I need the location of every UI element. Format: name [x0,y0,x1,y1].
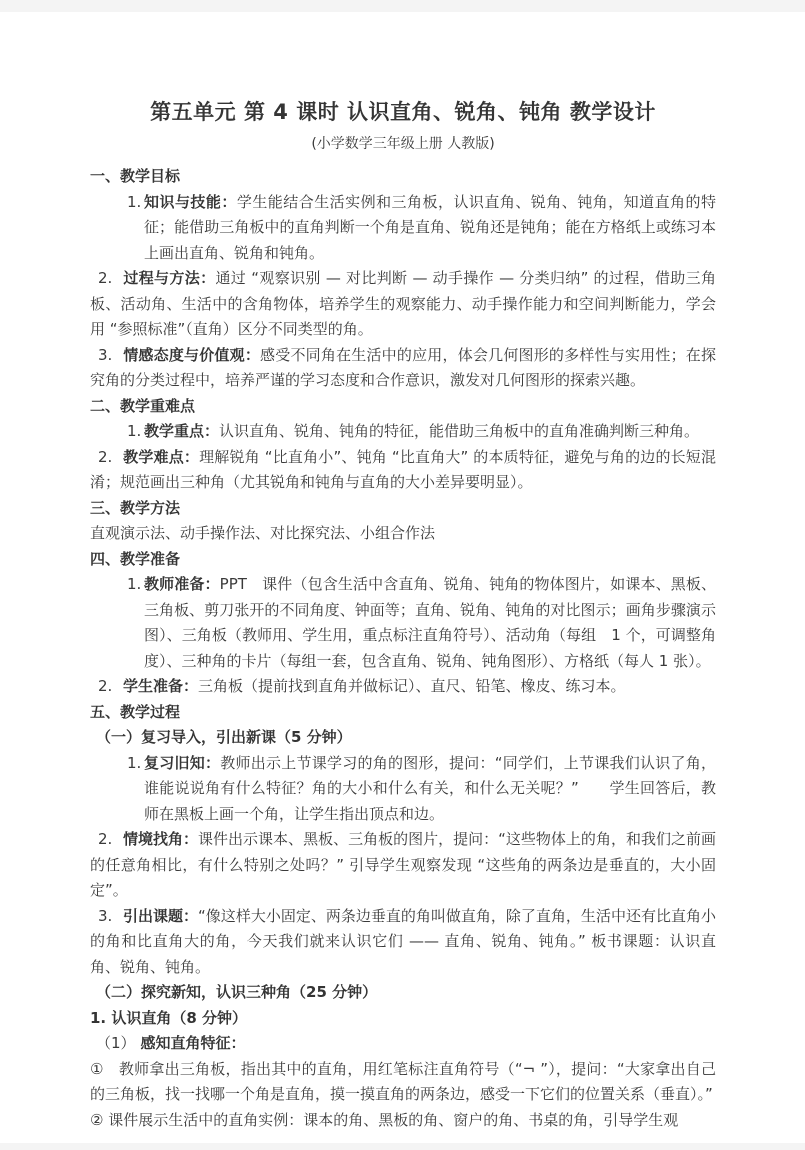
numbered-paragraph [90,343,716,394]
document-page [0,12,805,1133]
paragraph: 直观演示法、动手操作法、对比探究法、小组合作法 [90,524,436,542]
section-heading: 三、教学方法 [90,498,181,517]
page-top-edge [0,0,805,12]
list-item-number: 1. [127,422,142,440]
list-item-text [144,190,716,267]
list-item-label: 教师准备： [144,575,220,593]
list-item-body: 教师出示上节课学习的角的图形，提问：“同学们，上节课我们认识了角，谁能说说角有什么特征？角的大小和什么有关，和什么无关呢？” 学生回答后，教师在黑板上画一个角，让学生指出顶点和边。 [144,753,716,823]
paragraph-body: “像这样大小固定、两条边垂直的角叫做直角，除了直角，生活中还有比直角小的角和比直角大的角，今天我们就来认识它们 —— 直角、锐角、钝角。” 板书课题：认识直角、锐角、钝角。 [90,906,716,976]
document-subtitle: (小学数学三年级上册 人教版) [311,136,495,152]
paragraph-number: 2. [98,830,113,848]
section-heading: 一、教学目标 [90,167,181,185]
section-heading: 四、教学准备 [90,549,181,568]
list-item-body: 学生能结合生活实例和三角板，认识直角、锐角、钝角，知道直角的特征；能借助三角板中的直角判断一个角是直角、锐角还是钝角；能在方格纸上或练习本上画出直角、锐角和钝角。 [144,192,716,262]
paragraph-number: 2. [98,447,113,466]
paragraph-body: 理解锐角 “比直角小”、钝角 “比直角大” 的本质特征，避免与角的边的长短混淆；规范画出三种角（尤其锐角和钝角与直角的大小差异要明显）。 [90,447,716,491]
point-number: （1） [96,1034,136,1052]
circled-item-paragraph: ① 教师拿出三角板，指出其中的直角，用红笔标注直角符号（“¬ ”），提问：“大家拿出自己的三角板，找一找哪一个角是直角，摸一摸直角的两条边，感受一下它们的位置关系（垂直）。” [90,1059,716,1103]
paragraph-label: 引出课题： [123,906,199,925]
document-body [90,164,716,1133]
numbered-paragraph [90,266,716,343]
list-item-label: 教学重点： [144,422,220,440]
paragraph-number: 3. [98,906,113,925]
list-item-body: 认识直角、锐角、钝角的特征，能借助三角板中的直角准确判断三种角。 [219,422,700,440]
paragraph-number: 3. [98,345,113,364]
page-bottom-edge [0,1143,805,1150]
numbered-paragraph [90,904,716,981]
numbered-paragraph [90,827,716,904]
numbered-list-item [90,751,716,828]
sub-subsection-heading: 1. 认识直角（8 分钟） [90,1008,248,1027]
paragraph-number: 2. [98,677,113,695]
paragraph-label: 情境找角： [123,830,199,848]
numbered-paragraph [90,674,716,700]
list-item-text [144,419,716,445]
numbered-list-item [90,572,716,674]
subsection-heading: （二）探究新知，认识三种角（25 分钟） [96,983,378,1001]
point-heading [90,1031,716,1057]
paragraph-label: 学生准备： [123,677,199,695]
paragraph-body: 三角板（提前找到直角并做标记）、直尺、铅笔、橡皮、练习本。 [198,677,626,695]
numbered-paragraph [90,445,716,496]
point-label: 感知直角特征： [140,1034,246,1052]
paragraph-body: 通过 “观察识别 — 对比判断 — 动手操作 — 分类归纳” 的过程，借助三角板、活动角、生活中的含角物体，培养学生的观察能力、动手操作能力和空间判断能力，学会用 “参照标准”（直角）区分不同类型的角。 [90,269,716,338]
numbered-list-item [90,190,716,267]
list-item-text [144,751,716,828]
list-item-body: PPT 课件（包含生活中含直角、锐角、钝角的物体图片，如课本、黑板、三角板、剪刀张开的不同角度、钟面等；直角、锐角、钝角的对比图示；画角步骤演示图）、三角板（教师用、学生用，重点标注直角符号）、活动角（每组 1 个，可调整角度）、三种角的卡片（每组一套，包含直角、锐角、钝角图形）、方格纸（每人 1 张）。 [144,575,716,670]
paragraph-label: 教学难点： [123,447,200,466]
paragraph-label: 情感态度与价值观： [123,345,261,364]
paragraph-number: 2. [98,269,113,287]
list-item-number: 1. [127,575,142,593]
section-heading: 二、教学重难点 [90,396,196,415]
list-item-text [144,572,716,674]
list-item-number: 1. [127,753,142,772]
list-item-number: 1. [127,192,142,211]
section-heading: 五、教学过程 [90,702,181,721]
paragraph-body: 感受不同角在生活中的应用，体会几何图形的多样性与实用性；在探究角的分类过程中，培养严谨的学习态度和合作意识，激发对几何图形的探索兴趣。 [90,345,716,389]
subsection-heading: （一）复习导入，引出新课（5 分钟） [96,728,352,746]
document-title: 第五单元 第 4 课时 认识直角、锐角、钝角 教学设计 [150,100,656,124]
list-item-label: 知识与技能： [144,192,237,211]
numbered-list-item [90,419,716,445]
paragraph-label: 过程与方法： [123,269,216,287]
paragraph-body: 课件出示课本、黑板、三角板的图片，提问：“这些物体上的角，和我们之前画的任意角相比，有什么特别之处吗？” 引导学生观察发现 “这些角的两条边是垂直的，大小固定”。 [90,830,716,899]
circled-item-paragraph: ② 课件展示生活中的直角实例：课本的角、黑板的角、窗户的角、书桌的角，引导学生观 [90,1110,679,1129]
list-item-label: 复习旧知： [144,753,221,772]
